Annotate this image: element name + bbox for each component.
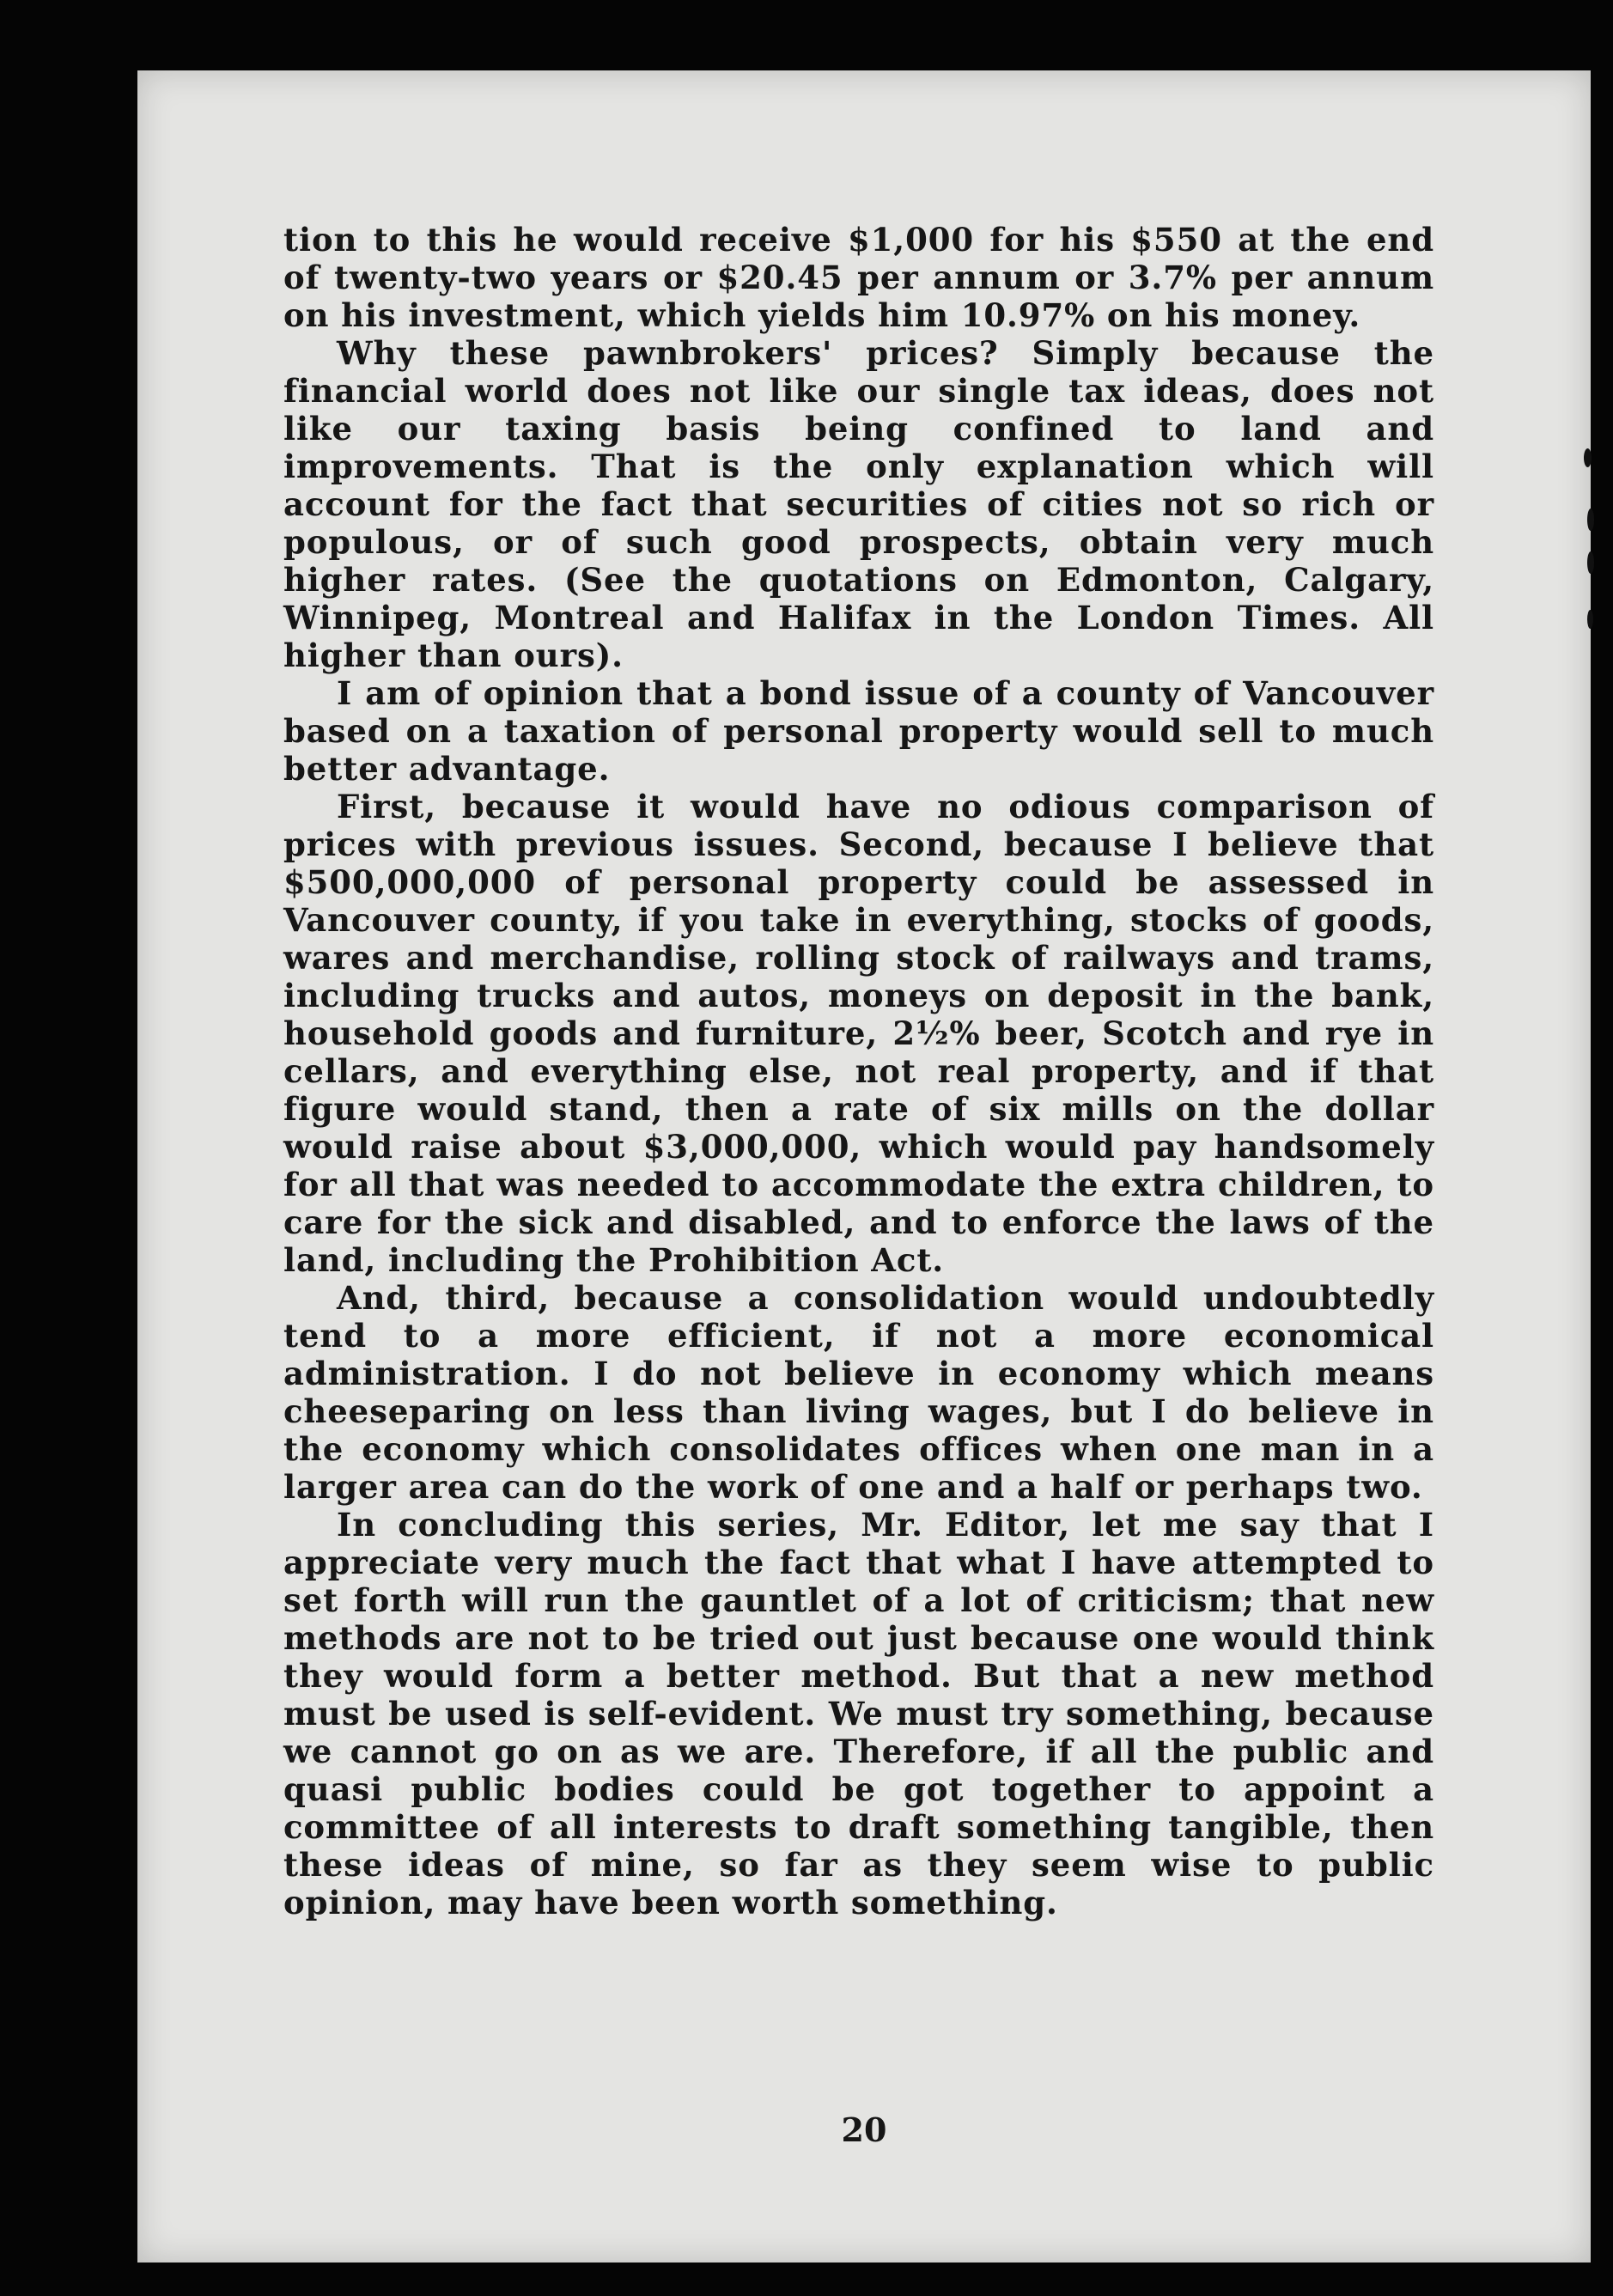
- paragraph-6: In concluding this series, Mr. Editor, let me say that I appreciate very much the fact that what I have attempted to set forth will run the gauntlet of a lot of criticism; that new methods are not to be tried out just because one would think they would form a better method. But that a new method must be used is self-evident. We must try something, because we cannot go on as we are. Therefore, if all the public and quasi public bodies could be got together to appoint a committee of all interests to draft something tangible, then these ideas of mine, so far as they seem wise to public opinion, may have been worth something.: [283, 1506, 1434, 1921]
- paragraph-2: Why these pawnbrokers' prices? Simply because the financial world does not like our single tax ideas, does not like our taxing basis being confined to land and improvements. That is the only explanation which will account for the fact that securities of cities not so rich or populous, or of such good prospects, obtain very much higher rates. (See the quotations on Edmonton, Calgary, Winnipeg, Montreal and Halifax in the London Times. All higher than ours).: [283, 334, 1434, 674]
- document-page: [137, 70, 1591, 2263]
- scan-speck: [1587, 610, 1593, 629]
- page-number: 20: [841, 2110, 887, 2149]
- scan-speck: [1584, 448, 1592, 467]
- scan-speck: [1587, 509, 1594, 531]
- paragraph-1: tion to this he would receive $1,000 for his $550 at the end of twenty-two years or $20.45 per annum or 3.7% per annum on his investment, which yields him 10.97% on his money.: [283, 221, 1434, 334]
- paragraph-5: And, third, because a consolidation would undoubtedly tend to a more efficient, if not a more economical administration. I do not believe in economy which means cheeseparing on less than living wages, but I do believe in the economy which consolidates offices when one man in a larger area can do the work of one and a half or perhaps two.: [283, 1279, 1434, 1506]
- paragraph-3: I am of opinion that a bond issue of a county of Vancouver based on a taxation of personal property would sell to much better advantage.: [283, 674, 1434, 788]
- scan-speck: [1587, 551, 1594, 574]
- body-text: [283, 221, 1434, 1921]
- paragraph-4: First, because it would have no odious comparison of prices with previous issues. Second, because I believe that $500,000,000 of personal property could be assessed in Vancouver county, if you take in everything, stocks of goods, wares and merchandise, rolling stock of railways and trams, including trucks and autos, moneys on deposit in the bank, household goods and furniture, 2½% beer, Scotch and rye in cellars, and everything else, not real property, and if that figure would stand, then a rate of six mills on the dollar would raise about $3,000,000, which would pay handsomely for all that was needed to accommodate the extra children, to care for the sick and disabled, and to enforce the laws of the land, including the Prohibition Act.: [283, 788, 1434, 1279]
